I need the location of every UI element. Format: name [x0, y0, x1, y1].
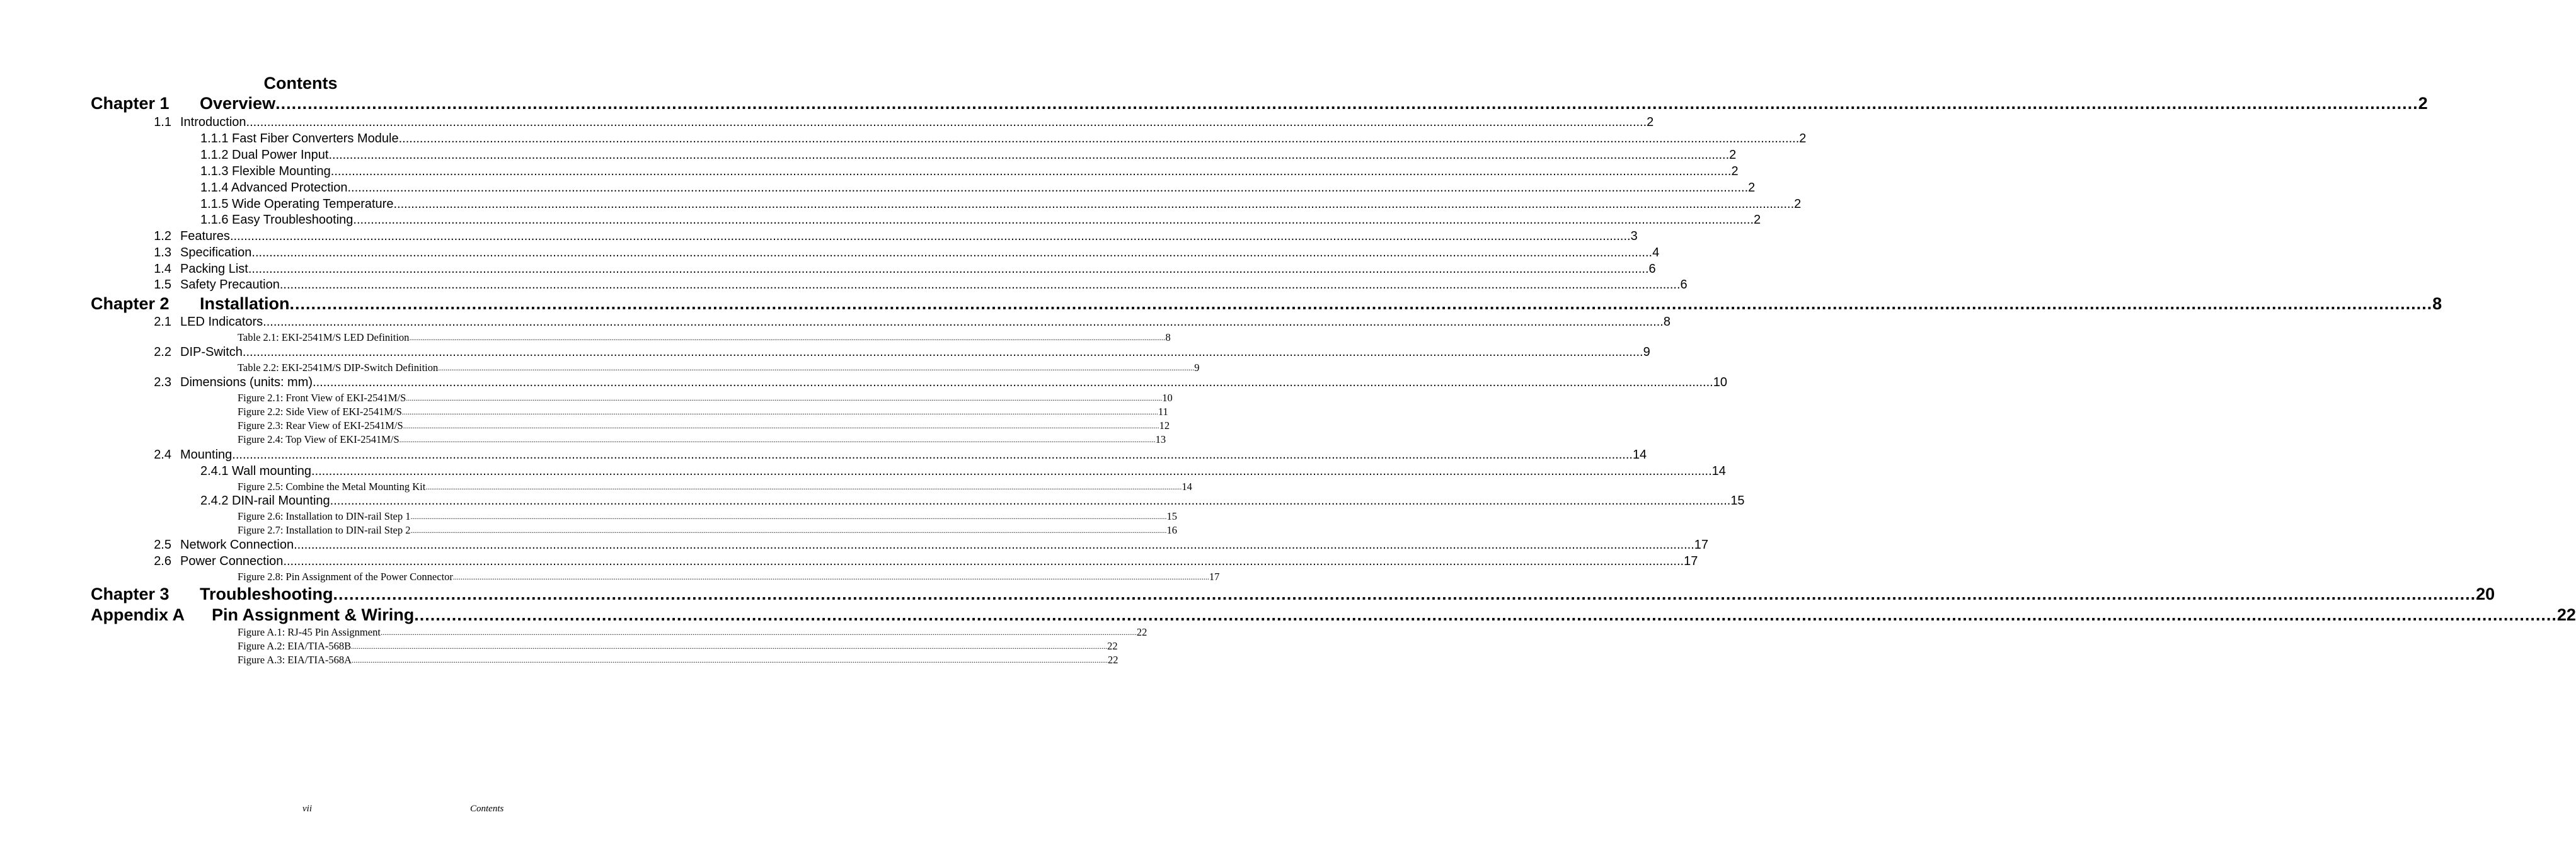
toc-entry-number: 2.1 [154, 315, 171, 329]
toc-entry-title: Features [180, 229, 230, 243]
toc-entry-page: 22 [2556, 605, 2576, 624]
dot-leader: ................................................................................................................................................................................................................................................................................................................................................................................................................ [352, 656, 1108, 665]
toc-entry-title: Table 2.2: EKI-2541M/S DIP-Switch Definition [238, 362, 439, 374]
toc-entry-figure[interactable] [238, 331, 1171, 345]
toc-entry-page: 15 [1730, 494, 1745, 508]
toc-entry-title: Figure 2.6: Installation to DIN-rail Step 1 [238, 510, 411, 522]
toc-entry-title: Installation [200, 294, 290, 313]
toc-entry-title: Introduction [180, 115, 246, 129]
dot-leader: ................................................................................................................................................................................................................................................................................................................................................................................................................ [347, 181, 1749, 195]
toc-entry-subsection[interactable] [200, 493, 1745, 508]
toc-entry-title: Power Connection [180, 554, 284, 568]
toc-entry-figure[interactable] [238, 510, 1177, 523]
dot-leader: ................................................................................................................................................................................................................................................................................................................................................................................................................ [393, 197, 1795, 211]
dot-leader: ................................................................................................................................................................................................................................................................................................................................................................................................................ [410, 512, 1167, 521]
toc-entry-title: Network Connection [180, 538, 294, 552]
toc-entry-number: Chapter 3 [91, 585, 170, 603]
toc-entry-section[interactable] [91, 115, 1654, 130]
toc-entry-chapter[interactable] [91, 93, 2428, 113]
toc-entry-figure[interactable] [238, 523, 1177, 537]
toc-entry-title: Pin Assignment & Wiring [212, 605, 415, 624]
toc-entry-title: Overview [200, 94, 276, 113]
toc-entry-title: Figure 2.5: Combine the Metal Mounting Kit [238, 481, 426, 493]
dot-leader: ................................................................................................................................................................................................................................................................................................................................................................................................................ [452, 573, 1209, 581]
dot-leader: ................................................................................................................................................................................................................................................................................................................................................................................................................ [401, 408, 1158, 416]
toc-entry-title: Figure 2.3: Rear View of EKI-2541M/S [238, 420, 403, 431]
dot-leader: ................................................................................................................................................................................................................................................................................................................................................................................................................ [399, 435, 1156, 444]
toc-entry-page: 22 [1136, 626, 1147, 638]
toc-entry-number: 1.3 [154, 246, 171, 260]
toc-entry-page: 8 [2432, 294, 2442, 313]
dot-leader: ................................................................................................................................................................................................................................................................................................................................................................................................................ [242, 345, 1643, 359]
toc-entry-page: 20 [2476, 585, 2495, 603]
toc-entry-title: Figure 2.2: Side View of EKI-2541M/S [238, 406, 402, 418]
toc-entry-page: 12 [1159, 420, 1170, 431]
toc-entry-figure[interactable] [238, 419, 1170, 433]
toc-entry-title: 1.1.4 Advanced Protection [200, 181, 348, 195]
dot-leader: ................................................................................................................................................................................................................................................................................................................................................................................................................ [403, 421, 1159, 430]
toc-entry-page: 14 [1182, 481, 1192, 493]
dot-leader: ................................................................................................................................................................................................................................................................................................................................................................................................................ [398, 132, 1800, 146]
toc-entry-page: 2 [2418, 94, 2428, 113]
dot-leader: ................................................................................................................................................................................................................................................................................................................................................................................................................ [283, 554, 1684, 568]
toc-entry-title: Mounting [180, 448, 233, 462]
toc-entry-page: 17 [1694, 538, 1708, 552]
dot-leader: ................................................................................................................................................................................................................................................................................................................................................................................................................ [289, 294, 2433, 313]
dot-leader: ................................................................................................................................................................................................................................................................................................................................................................................................................ [333, 585, 2476, 603]
dot-leader: ................................................................................................................................................................................................................................................................................................................................................................................................................ [229, 229, 1631, 243]
toc-entry-title: 1.1.3 Flexible Mounting [200, 164, 331, 178]
dot-leader: ................................................................................................................................................................................................................................................................................................................................................................................................................ [425, 483, 1182, 491]
dot-leader: ................................................................................................................................................................................................................................................................................................................................................................................................................ [328, 148, 1730, 162]
toc-entry-page: 17 [1209, 571, 1220, 583]
toc-entry-title: Dimensions (units: mm) [180, 375, 313, 389]
toc-entry-section[interactable] [91, 229, 1638, 244]
dot-leader: ................................................................................................................................................................................................................................................................................................................................................................................................................ [294, 538, 1694, 552]
toc-entry-subsection[interactable] [200, 147, 1737, 163]
toc-entry-page: 2 [1647, 115, 1654, 129]
toc-entry-title: DIP-Switch [180, 345, 243, 359]
toc-entry-title: Figure A.1: RJ-45 Pin Assignment [238, 626, 381, 638]
toc-entry-section[interactable] [91, 447, 1647, 462]
toc-entry-page: 10 [1713, 375, 1727, 389]
toc-entry-page: 2 [1748, 181, 1756, 195]
dot-leader: ................................................................................................................................................................................................................................................................................................................................................................................................................ [330, 494, 1731, 508]
toc-entry-subsection[interactable] [200, 131, 1807, 146]
toc-entry-title: 2.4.1 Wall mounting [200, 464, 312, 478]
toc-entry-figure[interactable] [238, 480, 1192, 494]
toc-entry-title: Packing List [180, 262, 248, 276]
toc-entry-page: 2 [1729, 148, 1737, 162]
toc-entry-title: Figure 2.1: Front View of EKI-2541M/S [238, 392, 406, 404]
dot-leader: ................................................................................................................................................................................................................................................................................................................................................................................................................ [311, 464, 1712, 478]
toc-entry-section[interactable] [91, 245, 1660, 260]
toc-entry-page: 9 [1194, 362, 1200, 374]
toc-entry-title: 1.1.1 Fast Fiber Converters Module [200, 132, 399, 146]
toc-entry-number: 2.2 [154, 345, 171, 359]
toc-entry-number: 1.4 [154, 262, 171, 276]
toc-entry-title: Troubleshooting [200, 585, 333, 603]
toc-entry-page: 14 [1632, 448, 1647, 462]
toc-entry-page: 2 [1731, 164, 1739, 178]
toc-entry-page: 15 [1166, 510, 1177, 522]
dot-leader: ................................................................................................................................................................................................................................................................................................................................................................................................................ [438, 363, 1195, 372]
toc-entry-section[interactable] [91, 554, 1698, 569]
toc-entry-page: 13 [1155, 433, 1166, 445]
toc-entry-section[interactable] [91, 537, 1708, 552]
toc-entry-figure[interactable] [238, 625, 1147, 639]
toc-entry-subsection[interactable] [200, 212, 1761, 227]
toc-entry-section[interactable] [91, 375, 1727, 390]
toc-entry-figure[interactable] [238, 433, 1166, 447]
toc-entry-figure[interactable] [238, 361, 1200, 375]
toc-entry-page: 2 [1799, 132, 1807, 146]
toc-entry-title: Figure 2.7: Installation to DIN-rail Step 2 [238, 524, 411, 536]
footer-page-number: vii [302, 804, 312, 814]
toc-entry-page: 6 [1680, 278, 1688, 292]
toc-entry-subsection[interactable] [200, 180, 1756, 195]
toc-entry-title: Specification [180, 246, 252, 260]
toc-entry-subsection[interactable] [200, 197, 1802, 212]
toc-entry-number: Chapter 2 [91, 294, 170, 313]
toc-entry-section[interactable] [91, 277, 1688, 292]
toc-entry-number: Chapter 1 [91, 94, 170, 113]
toc-entry-title: Figure 2.8: Pin Assignment of the Power Connector [238, 571, 453, 583]
toc-entry-figure[interactable] [238, 391, 1173, 405]
toc-entry-title: 1.1.6 Easy Troubleshooting [200, 213, 354, 227]
dot-leader: ................................................................................................................................................................................................................................................................................................................................................................................................................ [409, 333, 1166, 342]
toc-entry-title: Table 2.1: EKI-2541M/S LED Definition [238, 331, 410, 343]
dot-leader: ................................................................................................................................................................................................................................................................................................................................................................................................................ [414, 605, 2557, 624]
dot-leader: ................................................................................................................................................................................................................................................................................................................................................................................................................ [232, 448, 1633, 462]
toc-entry-page: 2 [1754, 213, 1761, 227]
toc-entry-page: 22 [1108, 654, 1118, 666]
toc-entry-number: 2.6 [154, 554, 171, 568]
dot-leader: ................................................................................................................................................................................................................................................................................................................................................................................................................ [330, 164, 1732, 178]
toc-entry-section[interactable] [91, 314, 1670, 329]
toc-entry-page: 22 [1107, 640, 1118, 652]
toc-entry-figure[interactable] [238, 570, 1220, 584]
toc-entry-page: 9 [1643, 345, 1650, 359]
toc-entry-title: Figure 2.4: Top View of EKI-2541M/S [238, 433, 400, 445]
toc-entry-page: 6 [1648, 262, 1656, 276]
dot-leader: ................................................................................................................................................................................................................................................................................................................................................................................................................ [246, 115, 1647, 129]
toc-entry-number: 2.3 [154, 375, 171, 389]
toc-entry-subsection[interactable] [200, 164, 1739, 179]
footer-section: Contents [470, 804, 504, 814]
toc-entry-number: Appendix A [91, 605, 185, 624]
toc-entry-appendix[interactable] [91, 605, 2576, 625]
page-title: Contents [263, 74, 338, 93]
toc-entry-title: Figure A.3: EIA/TIA-568A [238, 654, 352, 666]
toc-entry-section[interactable] [91, 261, 1656, 277]
toc-entry-page: 11 [1158, 406, 1168, 418]
toc-entry-chapter[interactable] [91, 584, 2495, 604]
toc-entry-page: 14 [1711, 464, 1726, 478]
dot-leader: ................................................................................................................................................................................................................................................................................................................................................................................................................ [313, 375, 1713, 389]
toc-entry-figure[interactable] [238, 639, 1118, 653]
toc-entry-page: 2 [1794, 197, 1802, 211]
dot-leader: ................................................................................................................................................................................................................................................................................................................................................................................................................ [275, 94, 2418, 113]
toc-entry-page: 17 [1684, 554, 1698, 568]
dot-leader: ................................................................................................................................................................................................................................................................................................................................................................................................................ [263, 315, 1664, 329]
toc-entry-page: 16 [1166, 524, 1177, 536]
toc-entry-title: 1.1.2 Dual Power Input [200, 148, 329, 162]
toc-entry-figure[interactable] [238, 653, 1118, 667]
toc-entry-title: 2.4.2 DIN-rail Mounting [200, 494, 330, 508]
toc-entry-page: 8 [1663, 315, 1670, 329]
dot-leader: ................................................................................................................................................................................................................................................................................................................................................................................................................ [351, 642, 1108, 651]
toc-entry-title: Safety Precaution [180, 278, 280, 292]
toc-entry-number: 1.1 [154, 115, 171, 129]
toc-entry-number: 2.5 [154, 538, 171, 552]
toc-entry-title: 1.1.5 Wide Operating Temperature [200, 197, 394, 211]
toc-entry-section[interactable] [91, 345, 1650, 360]
toc-entry-title: LED Indicators [180, 315, 263, 329]
dot-leader: ................................................................................................................................................................................................................................................................................................................................................................................................................ [406, 394, 1163, 403]
toc-entry-page: 8 [1165, 331, 1171, 343]
dot-leader: ................................................................................................................................................................................................................................................................................................................................................................................................................ [248, 262, 1649, 276]
toc-entry-page: 3 [1630, 229, 1638, 243]
toc-entry-page: 4 [1652, 246, 1660, 260]
dot-leader: ................................................................................................................................................................................................................................................................................................................................................................................................................ [410, 526, 1167, 535]
dot-leader: ................................................................................................................................................................................................................................................................................................................................................................................................................ [380, 628, 1137, 637]
toc-entry-page: 10 [1162, 392, 1173, 404]
toc-entry-chapter[interactable] [91, 294, 2442, 314]
toc-entry-number: 1.2 [154, 229, 171, 243]
toc-entry-subsection[interactable] [200, 464, 1726, 479]
toc-entry-number: 1.5 [154, 278, 171, 292]
dot-leader: ................................................................................................................................................................................................................................................................................................................................................................................................................ [279, 278, 1681, 292]
dot-leader: ................................................................................................................................................................................................................................................................................................................................................................................................................ [353, 213, 1754, 227]
toc-entry-title: Figure A.2: EIA/TIA-568B [238, 640, 352, 652]
toc-entry-number: 2.4 [154, 448, 171, 462]
dot-leader: ................................................................................................................................................................................................................................................................................................................................................................................................................ [251, 246, 1653, 260]
toc-entry-figure[interactable] [238, 405, 1168, 419]
